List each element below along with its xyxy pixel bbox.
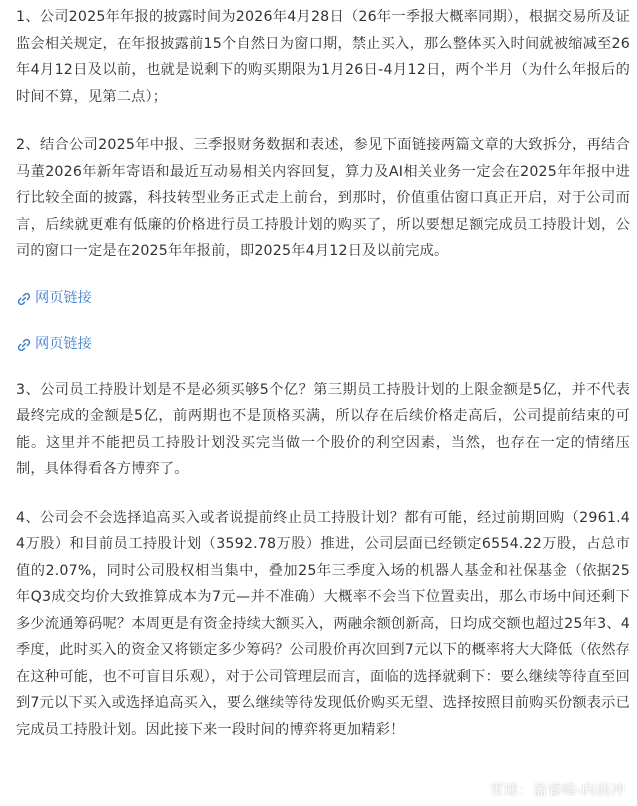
post-body — [16, 0, 630, 743]
paragraph-4: 4、公司会不会选择追高买入或者说提前终止员工持股计划？都有可能，经过前期回购（2961.44万股）和目前员工持股计划（3592.78万股）推进，公司层面已经锁定6554.22万股，占总市值的2.07%，同时公司股权相当集中，叠加25年三季度入场的机器人基金和社保基金（依据25年Q3成交均价大致推算成本为7元—并不准确）大概率不会当下位置卖出，那么市场中间还剩下多少流通筹码呢？本周更是有资金持续大额买入，两融余额创新高，日均成交额也超过25年3、4季度，此时买入的资金又将锁定多少筹码？公司股价再次回到7元以下的概率将大大降低（依然存在这种可能，也不可盲目乐观），对于公司管理层而言，面临的选择就剩下：要么继续等待直至回到7元以下买入或选择追高买入，要么继续等待发现低价购买无望、选择按照目前购买份额表示已完成员工持股计划。因此接下来一段时间的博弈将更加精彩！ — [16, 509, 630, 738]
paragraph-1: 1、公司2025年年报的披露时间为2026年4月28日（26年一季报大概率同期），根据交易所及证监会相关规定，在年报披露前15个自然日为窗口期，禁止买入，那么整体买入时间就被缩减至26年4月12日及以前，也就是说剩下的购买期限为1月26日-4月12日，两个半月（为什么年报后的时间不算，见第二点）； — [16, 9, 630, 105]
watermark — [465, 779, 625, 800]
paragraph-2: 2、结合公司2025年中报、三季报财务数据和表述，参见下面链接两篇文章的大致拆分，再结合马董2026年新年寄语和最近互动易相关内容回复，算力及AI相关业务一定会在2025年年报中进行比较全面的披露，科技转型业务正式走上前台，到那时，价值重估窗口真正开启，对于公司而言，后续就更难有低廉的价格进行员工持股计划的购买了，所以要想足额完成员工持股计划，公司的窗口一定是在2025年年报前，即2025年4月12日及以前完成。 — [16, 137, 630, 259]
web-link-2[interactable] — [16, 331, 630, 357]
snowball-logo-icon — [465, 780, 485, 800]
web-link-label[interactable]: 网页链接 — [35, 335, 92, 352]
link-icon — [16, 290, 32, 306]
web-link-1[interactable] — [16, 285, 630, 311]
watermark-text: 雪球：盈睿峰-向前冲 — [489, 783, 625, 799]
link-icon — [16, 336, 32, 352]
web-link-label[interactable]: 网页链接 — [35, 289, 92, 306]
paragraph-3: 3、公司员工持股计划是不是必须买够5个亿？第三期员工持股计划的上限金额是5亿，并不代表最终完成的金额是5亿，前两期也不是顶格买满，所以存在后续价格走高后，公司提前结束的可能。这里并不能把员工持股计划没买完当做一个股价的利空因素，当然，也存在一定的情绪压制，具体得看各方博弈了。 — [16, 381, 630, 477]
